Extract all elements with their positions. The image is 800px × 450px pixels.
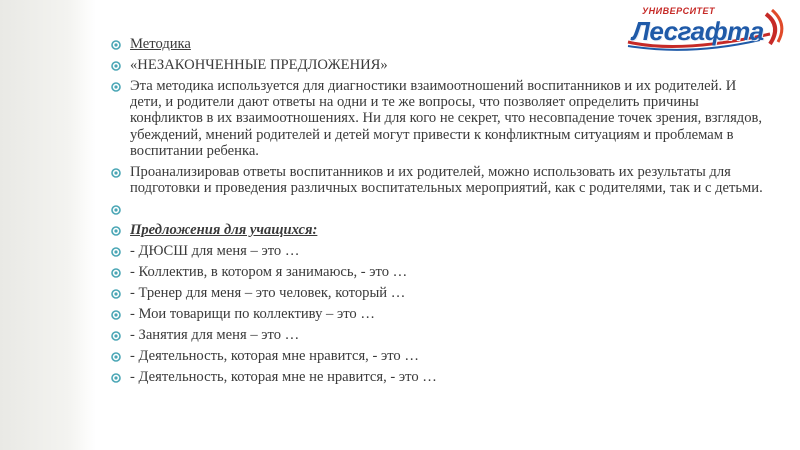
bullet-circle-icon bbox=[111, 310, 121, 320]
bullet-circle-icon bbox=[111, 247, 121, 257]
bullet-circle-icon bbox=[111, 289, 121, 299]
sentence-text: - ДЮСШ для меня – это … bbox=[130, 243, 300, 260]
analysis-text: Проанализировав ответы воспитанников и их родителей, можно использовать их результаты для подготовки и проведения различных воспитательных мероприятий, как с родителями, так и с детьми. bbox=[130, 163, 763, 197]
paragraph-method-name bbox=[108, 57, 768, 73]
sentence-item bbox=[108, 264, 768, 280]
bullet-circle-icon bbox=[111, 226, 121, 236]
bullet-circle-icon bbox=[111, 61, 121, 71]
bullet-circle-icon bbox=[111, 205, 121, 215]
sentence-item bbox=[108, 369, 768, 385]
slide-content bbox=[108, 36, 768, 390]
sentence-text: - Мои товарищи по коллективу – это … bbox=[130, 306, 375, 323]
sentence-item bbox=[108, 327, 768, 343]
description-text: Эта методика используется для диагностики взаимоотношений воспитанников и их родителей. И дети, и родители дают ответы на одни и те же вопросы, что позволяет определить причины конфликтов в их взаимоотношениях. Ни для кого не секрет, что несовпадение точек зрения, взглядов, убеждений, мнений родителей и детей могут привести к конфликтным ситуациям и проблемам в воспитании ребенка. bbox=[130, 78, 763, 159]
sentence-text: - Деятельность, которая мне нравится, - это … bbox=[130, 348, 419, 365]
sentence-item bbox=[108, 285, 768, 301]
logo-main-text: Лесгафта bbox=[632, 16, 764, 46]
empty-text bbox=[130, 201, 134, 217]
sentence-item bbox=[108, 306, 768, 322]
bullet-circle-icon bbox=[111, 168, 121, 178]
logo-top-text: УНИВЕРСИТЕТ bbox=[642, 6, 716, 16]
sentence-text: - Коллектив, в котором я занимаюсь, - это … bbox=[130, 264, 408, 281]
bullet-circle-icon bbox=[111, 373, 121, 383]
method-title: Методика bbox=[130, 36, 191, 52]
paragraph-empty bbox=[108, 201, 768, 217]
bullet-circle-icon bbox=[111, 40, 121, 50]
method-name: «НЕЗАКОНЧЕННЫЕ ПРЕДЛОЖЕНИЯ» bbox=[130, 57, 388, 73]
paragraph-description bbox=[108, 78, 768, 159]
sentences-heading: Предложения для учащихся: bbox=[130, 222, 318, 239]
sentence-item bbox=[108, 243, 768, 259]
paragraph-analysis bbox=[108, 164, 768, 196]
bullet-circle-icon bbox=[111, 268, 121, 278]
bullet-circle-icon bbox=[111, 331, 121, 341]
sentence-text: - Тренер для меня – это человек, который … bbox=[130, 285, 406, 302]
sentence-item bbox=[108, 348, 768, 364]
sentence-text: - Занятия для меня – это … bbox=[130, 327, 300, 344]
paragraph-sentences-heading bbox=[108, 222, 768, 238]
bullet-circle-icon bbox=[111, 352, 121, 362]
bullet-circle-icon bbox=[111, 82, 121, 92]
sentence-text: - Деятельность, которая мне не нравится, - это … bbox=[130, 369, 437, 386]
paragraph-title bbox=[108, 36, 768, 52]
